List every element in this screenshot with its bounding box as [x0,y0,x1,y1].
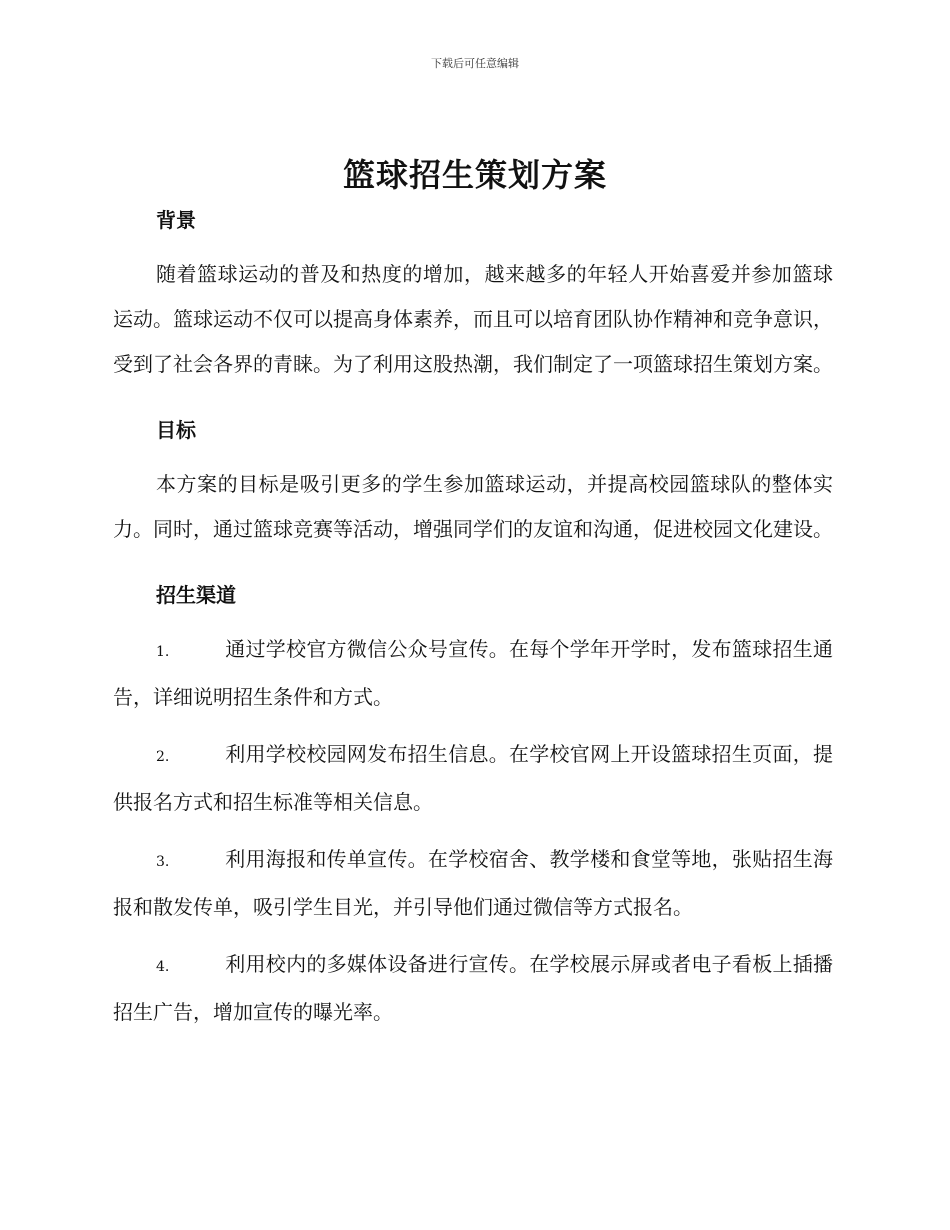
background-paragraph: 随着篮球运动的普及和热度的增加，越来越多的年轻人开始喜爱并参加篮球运动。篮球运动不仅可以提高身体素养，而且可以培育团队协作精神和竞争意识，受到了社会各界的青睐。为了利用这股热潮，我们制定了一项篮球招生策划方案。 [113,262,833,376]
list-item-text: 利用海报和传单宣传。在学校宿舍、教学楼和食堂等地，张贴招生海报和散发传单，吸引学生目光，并引导他们通过微信等方式报名。 [113,847,833,919]
section-heading-background: 背景 [156,208,196,232]
list-item-text: 利用学校校园网发布招生信息。在学校官网上开设篮球招生页面，提供报名方式和招生标准等相关信息。 [113,742,833,814]
section-heading-goal: 目标 [156,418,196,442]
document-body [113,205,833,1035]
list-item-number: 4. [156,959,170,975]
list-item-text: 利用校内的多媒体设备进行宣传。在学校展示屏或者电子看板上插播招生广告，增加宣传的曝光率。 [113,952,833,1024]
list-item-number: 3. [156,854,170,870]
section-heading-channels: 招生渠道 [156,583,236,607]
goal-paragraph: 本方案的目标是吸引更多的学生参加篮球运动，并提高校园篮球队的整体实力。同时，通过篮球竞赛等活动，增强同学们的友谊和沟通，促进校园文化建设。 [113,472,833,541]
header-note: 下载后可任意编辑 [431,57,519,70]
list-item [113,627,833,720]
list-item-number: 2. [156,749,170,765]
list-item-text: 通过学校官方微信公众号宣传。在每个学年开学时，发布篮球招生通告，详细说明招生条件和方式。 [113,637,833,709]
list-item [113,942,833,1035]
list-item [113,732,833,825]
list-item [113,837,833,930]
document-title: 篮球招生策划方案 [342,156,607,194]
list-item-number: 1. [156,644,170,660]
